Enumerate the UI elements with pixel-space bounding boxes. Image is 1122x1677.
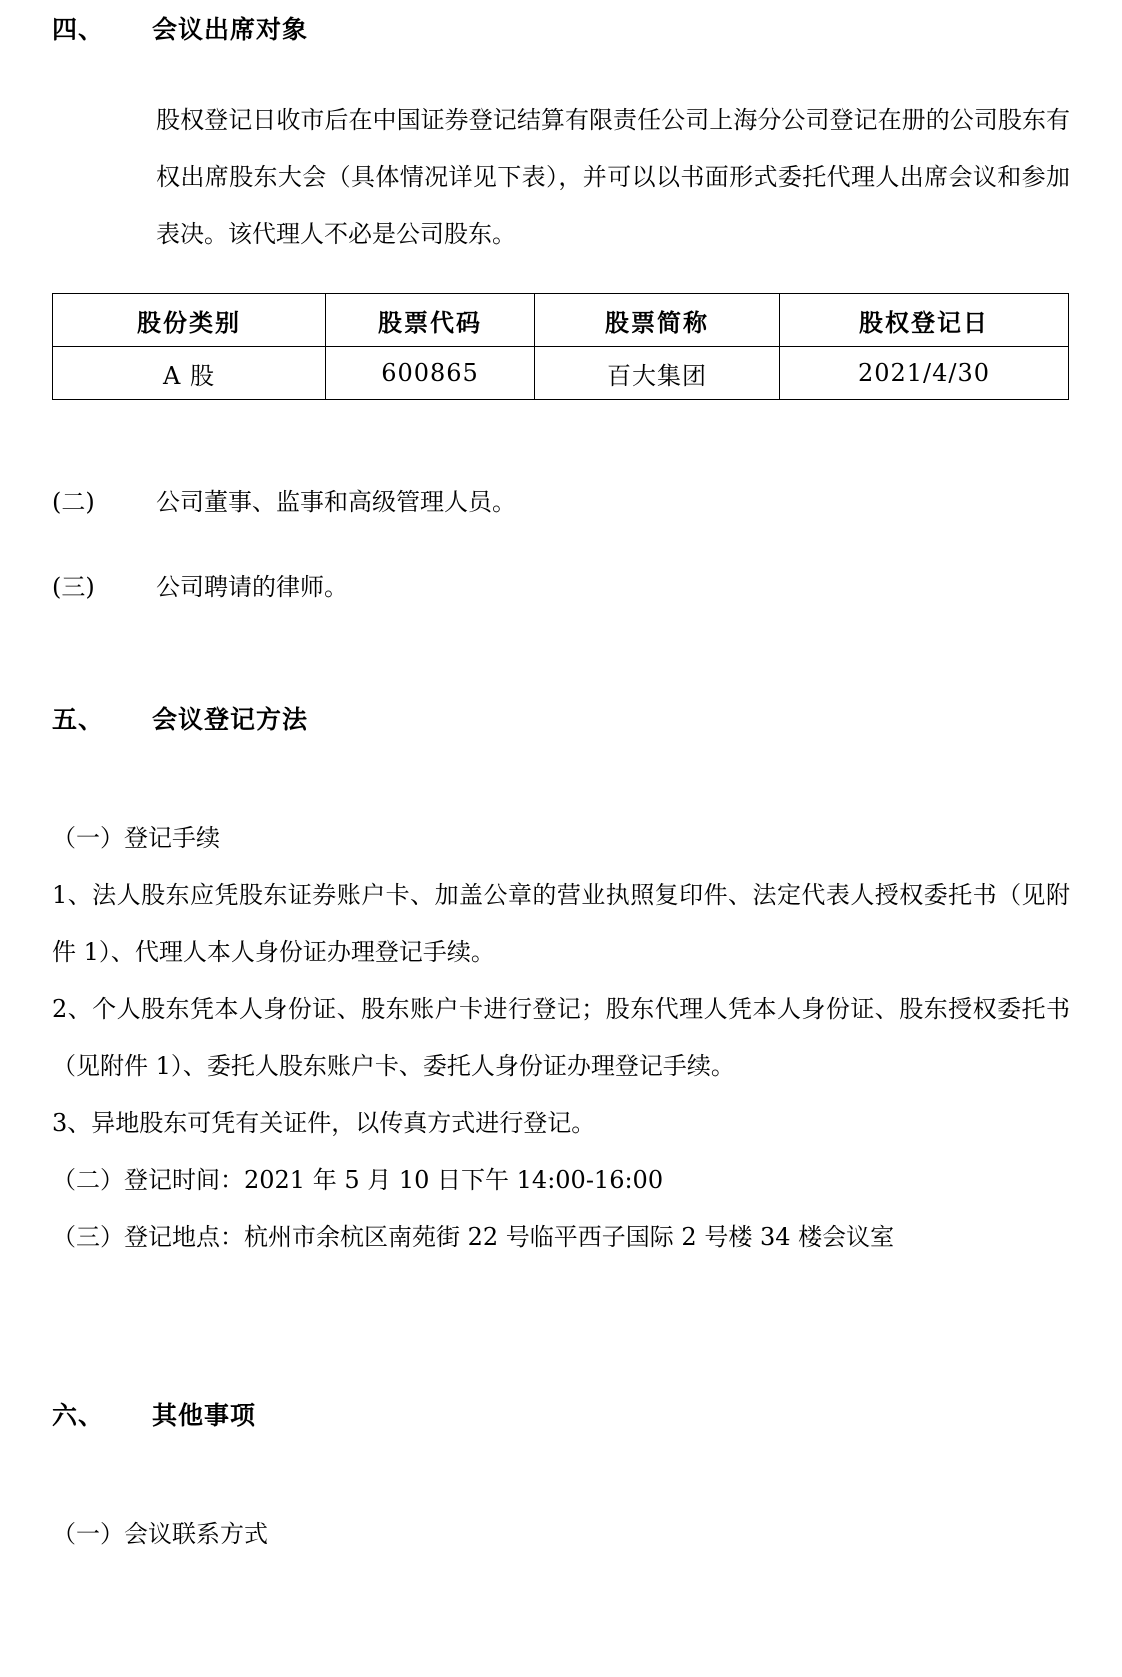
- spacer: [52, 1266, 1070, 1386]
- spacer: [52, 400, 1070, 474]
- spacer: [52, 46, 1070, 92]
- spacer: [52, 1432, 1070, 1506]
- registration-procedure-item-1: 1、法人股东应凭股东证券账户卡、加盖公章的营业执照复印件、法定代表人授权委托书（见附件 1）、代理人本人身份证办理登记手续。: [52, 881, 1070, 966]
- table-header-stock-name: 股票简称: [535, 294, 780, 347]
- section-four-title: 会议出席对象: [152, 15, 309, 44]
- cell-record-date: 2021/4/30: [780, 347, 1069, 400]
- registration-procedure-title: （一）登记手续: [52, 824, 220, 852]
- table-header-share-type: 股份类别: [53, 294, 326, 347]
- item-label-one: [52, 92, 156, 149]
- section-five-number: 五、: [52, 705, 105, 734]
- section-six-title: 其他事项: [152, 1401, 257, 1430]
- section-heading-five: [52, 690, 1070, 736]
- table-row: [53, 347, 1069, 400]
- paragraph-attendees-two: [52, 474, 1070, 531]
- item-label-three: (三): [52, 573, 95, 601]
- cell-stock-code: 600865: [326, 347, 535, 400]
- section-six-number: 六、: [52, 1401, 105, 1430]
- section-five-title: 会议登记方法: [152, 705, 309, 734]
- contact-method-title: （一）会议联系方式: [52, 1520, 268, 1548]
- paragraph-attendees-three: [52, 559, 1070, 616]
- item-text-two: 公司董事、监事和高级管理人员。: [156, 488, 516, 516]
- table-header-stock-code: 股票代码: [326, 294, 535, 347]
- item-text-three: 公司聘请的律师。: [156, 573, 348, 601]
- registration-place: （三）登记地点：杭州市余杭区南苑街 22 号临平西子国际 2 号楼 34 楼会议室: [52, 1223, 895, 1251]
- registration-procedure-item-3: 3、异地股东可凭有关证件，以传真方式进行登记。: [52, 1109, 596, 1137]
- spacer: [52, 616, 1070, 690]
- paragraph-attendees-one: [52, 92, 1070, 263]
- spacer: [52, 736, 1070, 810]
- section-heading-four: [52, 0, 1070, 46]
- cell-stock-name: 百大集团: [535, 347, 780, 400]
- section-four-number: 四、: [52, 15, 105, 44]
- table-header-record-date: 股权登记日: [780, 294, 1069, 347]
- item-label-two: (二): [52, 488, 95, 516]
- cell-share-type: A 股: [53, 347, 326, 400]
- stock-info-table: [52, 293, 1069, 400]
- registration-time: （二）登记时间：2021 年 5 月 10 日下午 14:00-16:00: [52, 1166, 664, 1194]
- section-heading-six: [52, 1386, 1070, 1432]
- item-text-one: 股权登记日收市后在中国证券登记结算有限责任公司上海分公司登记在册的公司股东有权出席股东大会（具体情况详见下表），并可以以书面形式委托代理人出席会议和参加表决。该代理人不必是公司股东。: [156, 106, 1070, 248]
- spacer: [52, 531, 1070, 559]
- registration-procedure-item-2: 2、个人股东凭本人身份证、股东账户卡进行登记；股东代理人凭本人身份证、股东授权委托书（见附件 1）、委托人股东账户卡、委托人身份证办理登记手续。: [52, 995, 1070, 1080]
- table-header-row: [53, 294, 1069, 347]
